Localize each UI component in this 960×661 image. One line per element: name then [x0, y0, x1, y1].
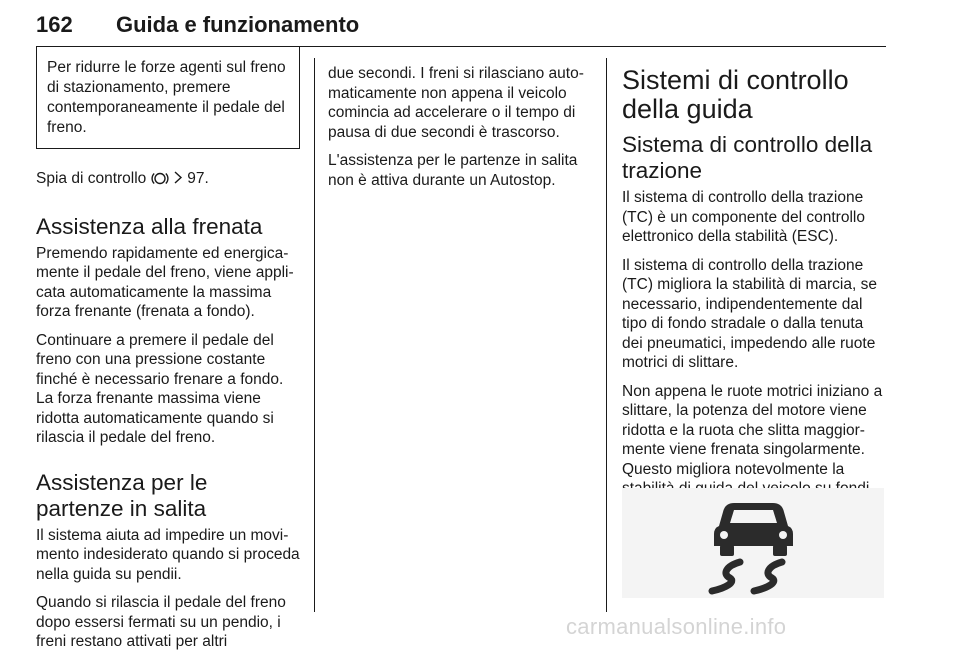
watermark: carmanualsonline.info [566, 614, 787, 639]
tc-p2: Il sistema di controllo della trazione (TC) migliora la stabilità di marcia, se necessario, indipendentemente dal tipo di fondo stradale o dalla tenuta dei pneumatici, impedendo alle ruote motrici di slittare. [622, 256, 877, 371]
note-text: Per ridurre le forze agenti sul freno di stazionamento, premere contemporaneamente il pedale del freno. [47, 59, 286, 136]
hill-start-p1: Il sistema aiuta ad impedire un movi-mento indesiderato quando si proceda nella guida su pendii. [36, 526, 300, 583]
heading-hill-start-assist: Assistenza per le partenze in salita [36, 469, 208, 521]
tc-p3: Non appena le ruote motrici iniziano a slittare, la potenza del motore viene ridotta e la ruota che slitta maggior-mente viene frenata singolarmente. Questo migliora notevolmente la [622, 382, 883, 478]
heading-traction-control: Sistema di controllo della trazione [622, 132, 873, 183]
column-divider-1 [314, 58, 315, 612]
tc-p1: Il sistema di controllo della trazione (TC) è un componente del controllo elettronico della stabilità (ESC). [622, 189, 865, 245]
heading-driving-control-systems: Sistemi di controllo della guida [622, 65, 849, 124]
column-divider-2 [606, 58, 607, 612]
page-number: 162 [36, 12, 73, 37]
hill-start-p2: Quando si rilascia il pedale del freno dopo essersi fermati su un pendio, i freni restano attivati per altri [36, 594, 286, 650]
column-2 [328, 64, 592, 199]
traction-control-icon [622, 585, 884, 602]
heading-brake-assist: Assistenza alla frenata [36, 213, 263, 239]
column-3 [622, 66, 888, 527]
brake-assist-p2: Continuare a premere il pedale del freno con una pressione costante finché è necessario frenare a fondo. La forza frenante massima viene ridotta automaticamente quando si rilascia il pedale del freno. [36, 331, 284, 446]
hill-start-p4: L'assistenza per le partenze in salita non è attiva durante un Autostop. [328, 152, 578, 189]
column-1 [36, 59, 300, 661]
hill-start-p3: due secondi. I freni si rilasciano auto-maticamente non appena il veicolo comincia ad accelerare o il tempo di pausa di due secondi è trascorso. [328, 65, 584, 141]
running-title: Guida e funzionamento [116, 12, 360, 37]
brake-assist-p1: Premendo rapidamente ed energica-mente il pedale del freno, viene appli-cata automaticamente la massima forza frenante (frenata a fondo). [36, 244, 294, 320]
warning-light-reference [36, 169, 300, 192]
note-box [36, 46, 300, 149]
traction-control-figure [622, 488, 884, 598]
brake-warning-icon [151, 171, 169, 192]
reference-arrow-icon [173, 170, 183, 190]
spia-label: Spia di controllo [36, 170, 151, 187]
page-header [36, 6, 886, 46]
spia-page-ref: 97. [187, 170, 209, 187]
